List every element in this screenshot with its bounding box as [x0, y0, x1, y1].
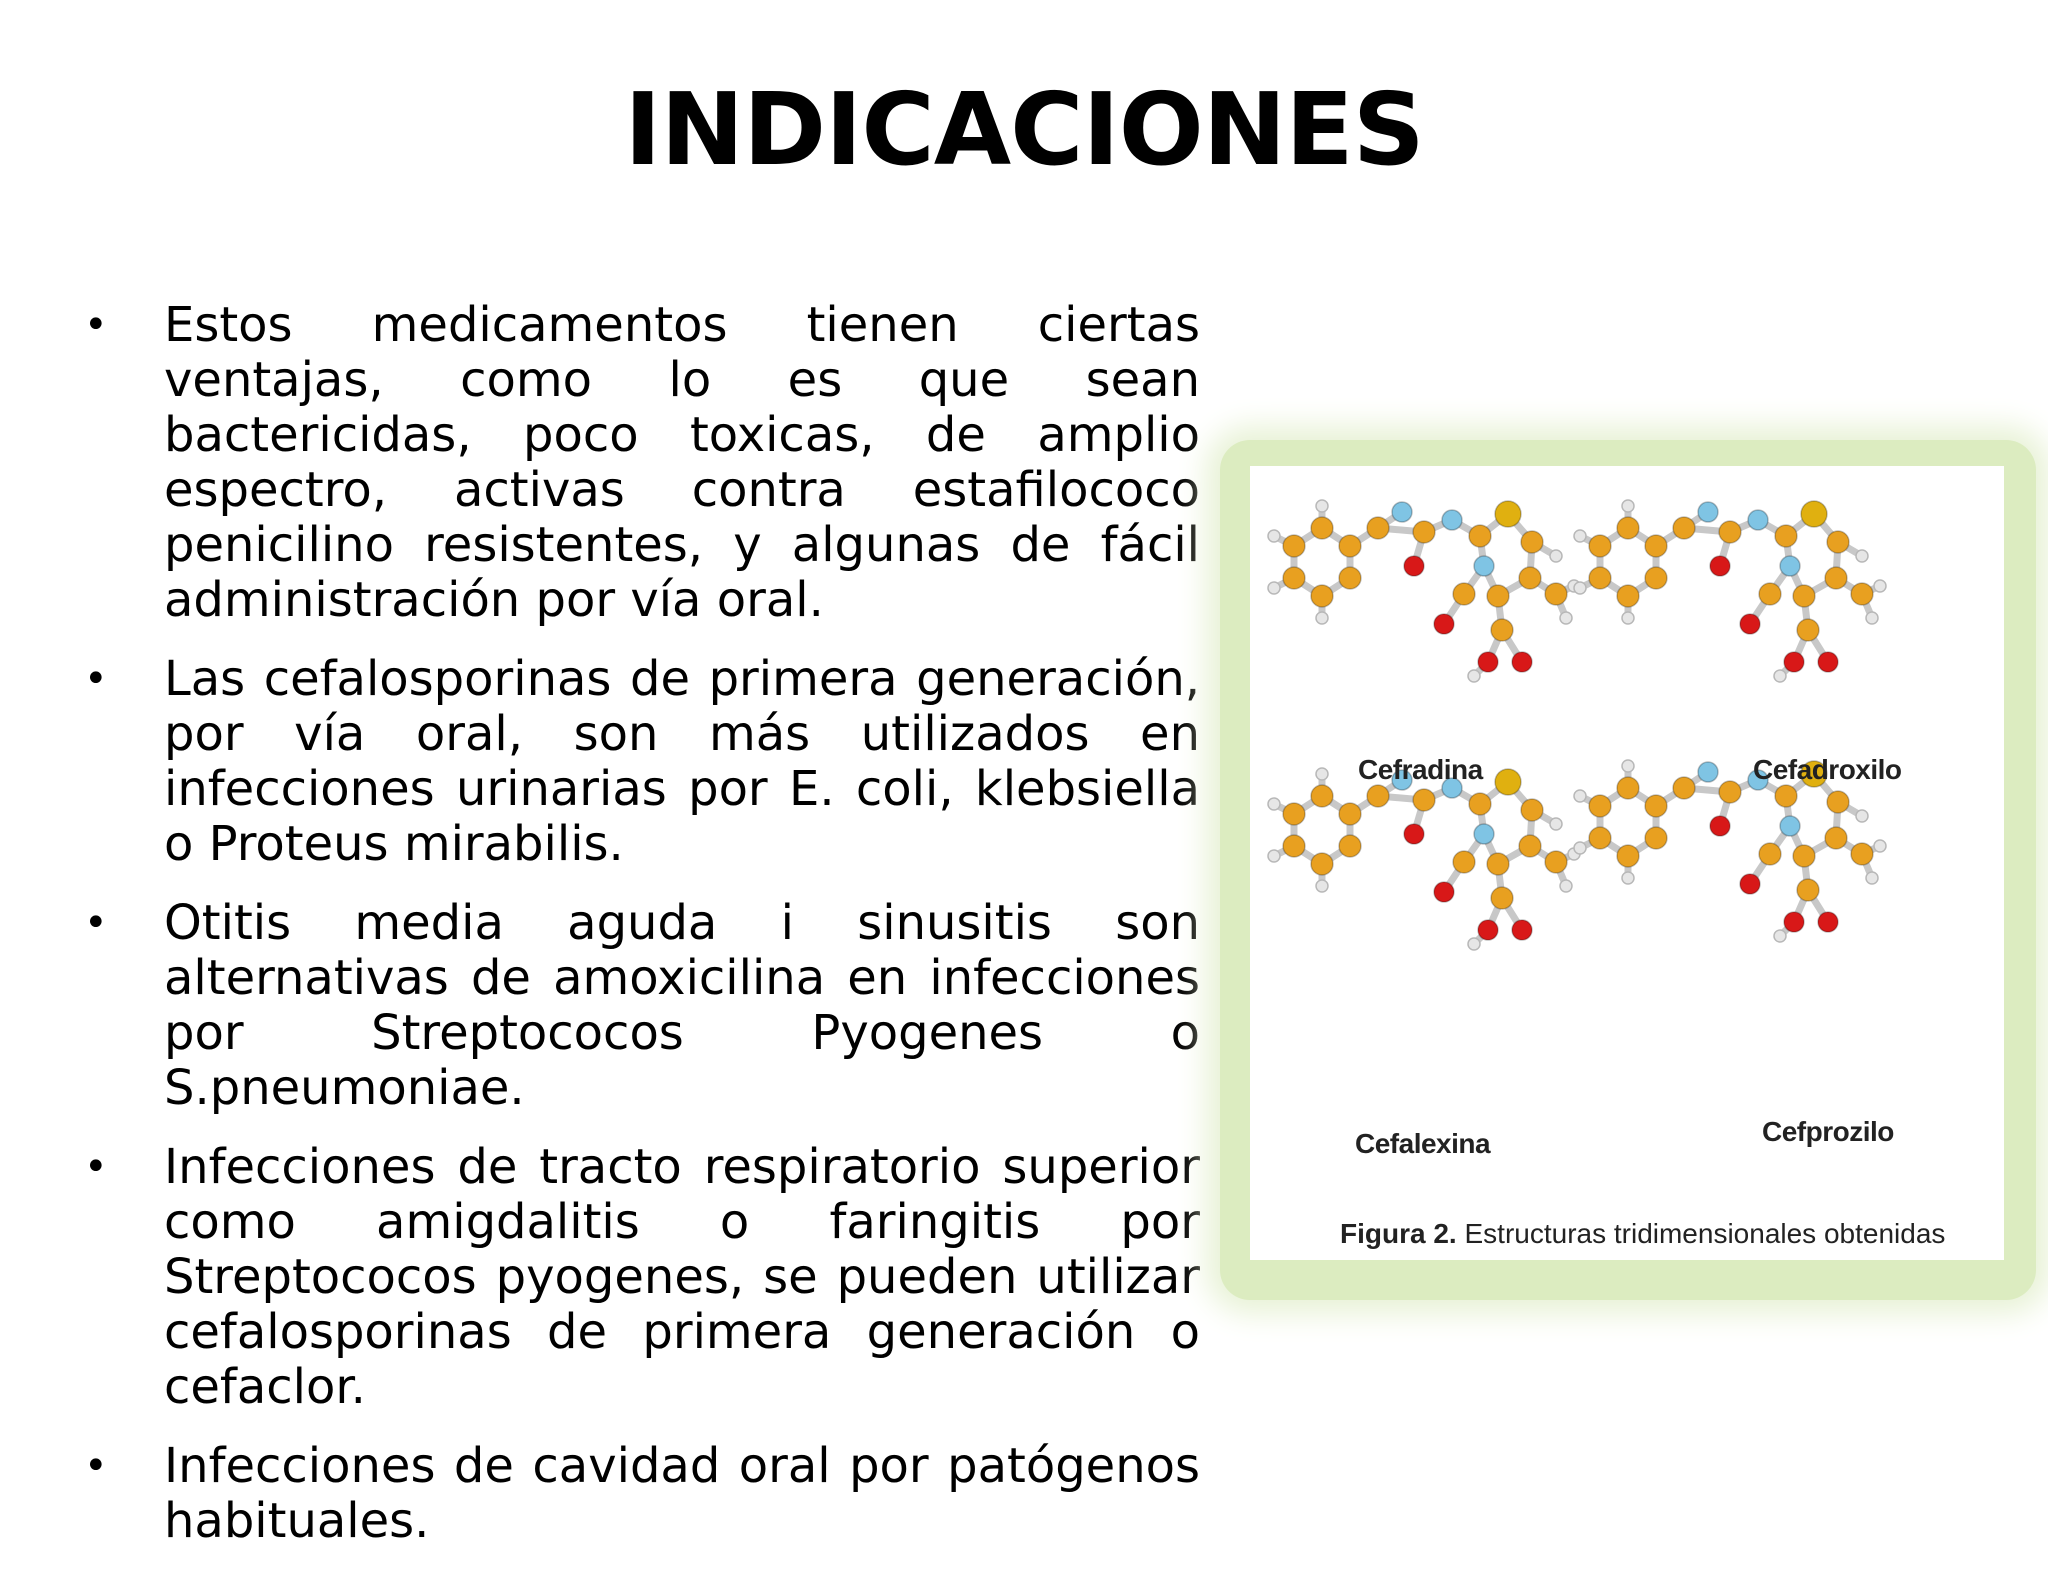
atom-sphere — [1797, 619, 1819, 641]
atom-sphere — [1311, 785, 1333, 807]
atom-sphere — [1784, 652, 1804, 672]
atom-sphere — [1316, 500, 1328, 512]
atom-sphere — [1495, 501, 1521, 527]
atom-sphere — [1469, 793, 1491, 815]
bullet-text: Infecciones de cavidad oral por patógenos habituales. — [164, 1438, 1200, 1549]
atom-sphere — [1827, 531, 1849, 553]
atom-sphere — [1487, 853, 1509, 875]
atom-sphere — [1574, 530, 1586, 542]
atom-sphere — [1617, 585, 1639, 607]
atom-sphere — [1339, 535, 1361, 557]
atom-sphere — [1550, 818, 1562, 830]
atom-sphere — [1392, 502, 1412, 522]
bullet-icon: • — [84, 1443, 108, 1489]
atom-sphere — [1645, 535, 1667, 557]
atom-sphere — [1874, 580, 1886, 592]
molecule-label-cefalexina: Cefalexina — [1355, 1128, 1491, 1159]
atom-sphere — [1645, 567, 1667, 589]
atom-sphere — [1512, 652, 1532, 672]
atom-sphere — [1474, 556, 1494, 576]
atom-sphere — [1560, 612, 1572, 624]
molecule-figure — [1250, 466, 2004, 1260]
bullet-icon: • — [84, 900, 108, 946]
atom-sphere — [1478, 652, 1498, 672]
atom-sphere — [1874, 840, 1886, 852]
atom-sphere — [1468, 938, 1480, 950]
atom-sphere — [1698, 762, 1718, 782]
molecule-model — [1574, 500, 1886, 682]
atom-sphere — [1793, 845, 1815, 867]
bullet-text: Estos medicamentos tienen ciertas ventajas, como lo es que sean bactericidas, poco toxicas, de amplio espectro, activas contra estafilococo penicilino resistentes, y algunas de fácil administración por vía oral. — [164, 297, 1200, 628]
atom-sphere — [1316, 612, 1328, 624]
atom-sphere — [1268, 530, 1280, 542]
atom-sphere — [1316, 880, 1328, 892]
atom-sphere — [1283, 835, 1305, 857]
atom-sphere — [1574, 790, 1586, 802]
atom-sphere — [1469, 525, 1491, 547]
atom-sphere — [1519, 835, 1541, 857]
atom-sphere — [1487, 585, 1509, 607]
atom-sphere — [1740, 874, 1760, 894]
atom-sphere — [1574, 842, 1586, 854]
atom-sphere — [1818, 652, 1838, 672]
atom-sphere — [1404, 824, 1424, 844]
bullet-icon: • — [84, 1144, 108, 1190]
atom-sphere — [1316, 768, 1328, 780]
atom-sphere — [1774, 670, 1786, 682]
atom-sphere — [1617, 777, 1639, 799]
atom-sphere — [1545, 851, 1567, 873]
molecule-model — [1268, 768, 1580, 950]
atom-sphere — [1283, 567, 1305, 589]
atom-sphere — [1339, 803, 1361, 825]
atom-sphere — [1748, 510, 1768, 530]
atom-sphere — [1521, 531, 1543, 553]
caption-text: Estructuras tridimensionales obtenidas — [1464, 1218, 1946, 1249]
atom-sphere — [1434, 614, 1454, 634]
atom-sphere — [1801, 501, 1827, 527]
atom-sphere — [1550, 550, 1562, 562]
slide-title: INDICACIONES — [624, 71, 1424, 188]
atom-sphere — [1719, 521, 1741, 543]
atom-sphere — [1283, 803, 1305, 825]
atom-sphere — [1710, 556, 1730, 576]
atom-sphere — [1856, 810, 1868, 822]
atom-sphere — [1866, 872, 1878, 884]
atom-sphere — [1589, 795, 1611, 817]
atom-sphere — [1622, 872, 1634, 884]
bullet-item — [80, 1439, 1200, 1549]
atom-sphere — [1673, 517, 1695, 539]
bullet-icon: • — [84, 302, 108, 348]
atom-sphere — [1413, 789, 1435, 811]
atom-sphere — [1775, 525, 1797, 547]
atom-sphere — [1589, 827, 1611, 849]
bullet-text: Infecciones de tracto respiratorio superior como amigdalitis o faringitis por Streptococos pyogenes, se pueden utilizar cefalosporinas de primera generación o cefaclor. — [164, 1139, 1200, 1415]
bullet-text: Las cefalosporinas de primera generación, por vía oral, son más utilizados en infecciones urinarias por E. coli, klebsiella o Proteus mirabilis. — [164, 651, 1200, 872]
atom-sphere — [1311, 853, 1333, 875]
atom-sphere — [1512, 920, 1532, 940]
atom-sphere — [1545, 583, 1567, 605]
atom-sphere — [1818, 912, 1838, 932]
atom-sphere — [1491, 887, 1513, 909]
atom-sphere — [1404, 556, 1424, 576]
bullet-text: Otitis media aguda i sinusitis son alternativas de amoxicilina en infecciones por Streptococos Pyogenes o S.pneumoniae. — [164, 895, 1200, 1116]
atom-sphere — [1617, 845, 1639, 867]
atom-sphere — [1478, 920, 1498, 940]
atom-sphere — [1780, 556, 1800, 576]
atom-sphere — [1775, 785, 1797, 807]
atom-sphere — [1339, 567, 1361, 589]
bullet-item — [80, 896, 1200, 1116]
atom-sphere — [1589, 567, 1611, 589]
atom-sphere — [1268, 798, 1280, 810]
atom-sphere — [1759, 843, 1781, 865]
molecule-label-cefadroxilo: Cefadroxilo — [1753, 754, 1902, 785]
atom-sphere — [1827, 791, 1849, 813]
molecule-model — [1574, 760, 1886, 942]
atom-sphere — [1673, 777, 1695, 799]
atom-sphere — [1793, 585, 1815, 607]
atom-sphere — [1339, 835, 1361, 857]
atom-sphere — [1268, 582, 1280, 594]
atom-sphere — [1574, 582, 1586, 594]
atom-sphere — [1784, 912, 1804, 932]
atom-sphere — [1645, 795, 1667, 817]
atom-sphere — [1645, 827, 1667, 849]
molecule-model — [1268, 500, 1580, 682]
atom-sphere — [1759, 583, 1781, 605]
atom-sphere — [1521, 799, 1543, 821]
atom-sphere — [1474, 824, 1494, 844]
bullet-icon: • — [84, 656, 108, 702]
atom-sphere — [1589, 535, 1611, 557]
atom-sphere — [1866, 612, 1878, 624]
atom-sphere — [1851, 843, 1873, 865]
atom-sphere — [1797, 879, 1819, 901]
atom-sphere — [1698, 502, 1718, 522]
atom-sphere — [1434, 882, 1454, 902]
atom-sphere — [1622, 500, 1634, 512]
bullet-item — [80, 1140, 1200, 1415]
atom-sphere — [1622, 760, 1634, 772]
atom-sphere — [1774, 930, 1786, 942]
bullet-item — [80, 652, 1200, 872]
atom-sphere — [1442, 510, 1462, 530]
atom-sphere — [1825, 827, 1847, 849]
atom-sphere — [1719, 781, 1741, 803]
molecule-label-cefradina: Cefradina — [1358, 754, 1483, 785]
atom-sphere — [1413, 521, 1435, 543]
atom-sphere — [1495, 769, 1521, 795]
atom-sphere — [1283, 535, 1305, 557]
atom-sphere — [1491, 619, 1513, 641]
atom-sphere — [1710, 816, 1730, 836]
atom-sphere — [1268, 850, 1280, 862]
indications-list — [80, 298, 1200, 1573]
atom-sphere — [1856, 550, 1868, 562]
atom-sphere — [1617, 517, 1639, 539]
bullet-item — [80, 298, 1200, 628]
atom-sphere — [1453, 583, 1475, 605]
atom-sphere — [1740, 614, 1760, 634]
caption-label: Figura 2. — [1340, 1218, 1457, 1249]
atom-sphere — [1311, 517, 1333, 539]
atom-sphere — [1825, 567, 1847, 589]
atom-sphere — [1560, 880, 1572, 892]
atom-sphere — [1311, 585, 1333, 607]
atom-sphere — [1519, 567, 1541, 589]
figure-caption — [1340, 1218, 1945, 1250]
atom-sphere — [1622, 612, 1634, 624]
atom-sphere — [1367, 517, 1389, 539]
atom-sphere — [1453, 851, 1475, 873]
atom-sphere — [1780, 816, 1800, 836]
atom-sphere — [1468, 670, 1480, 682]
molecule-label-cefprozilo: Cefprozilo — [1762, 1116, 1894, 1147]
atom-sphere — [1367, 785, 1389, 807]
atom-sphere — [1851, 583, 1873, 605]
